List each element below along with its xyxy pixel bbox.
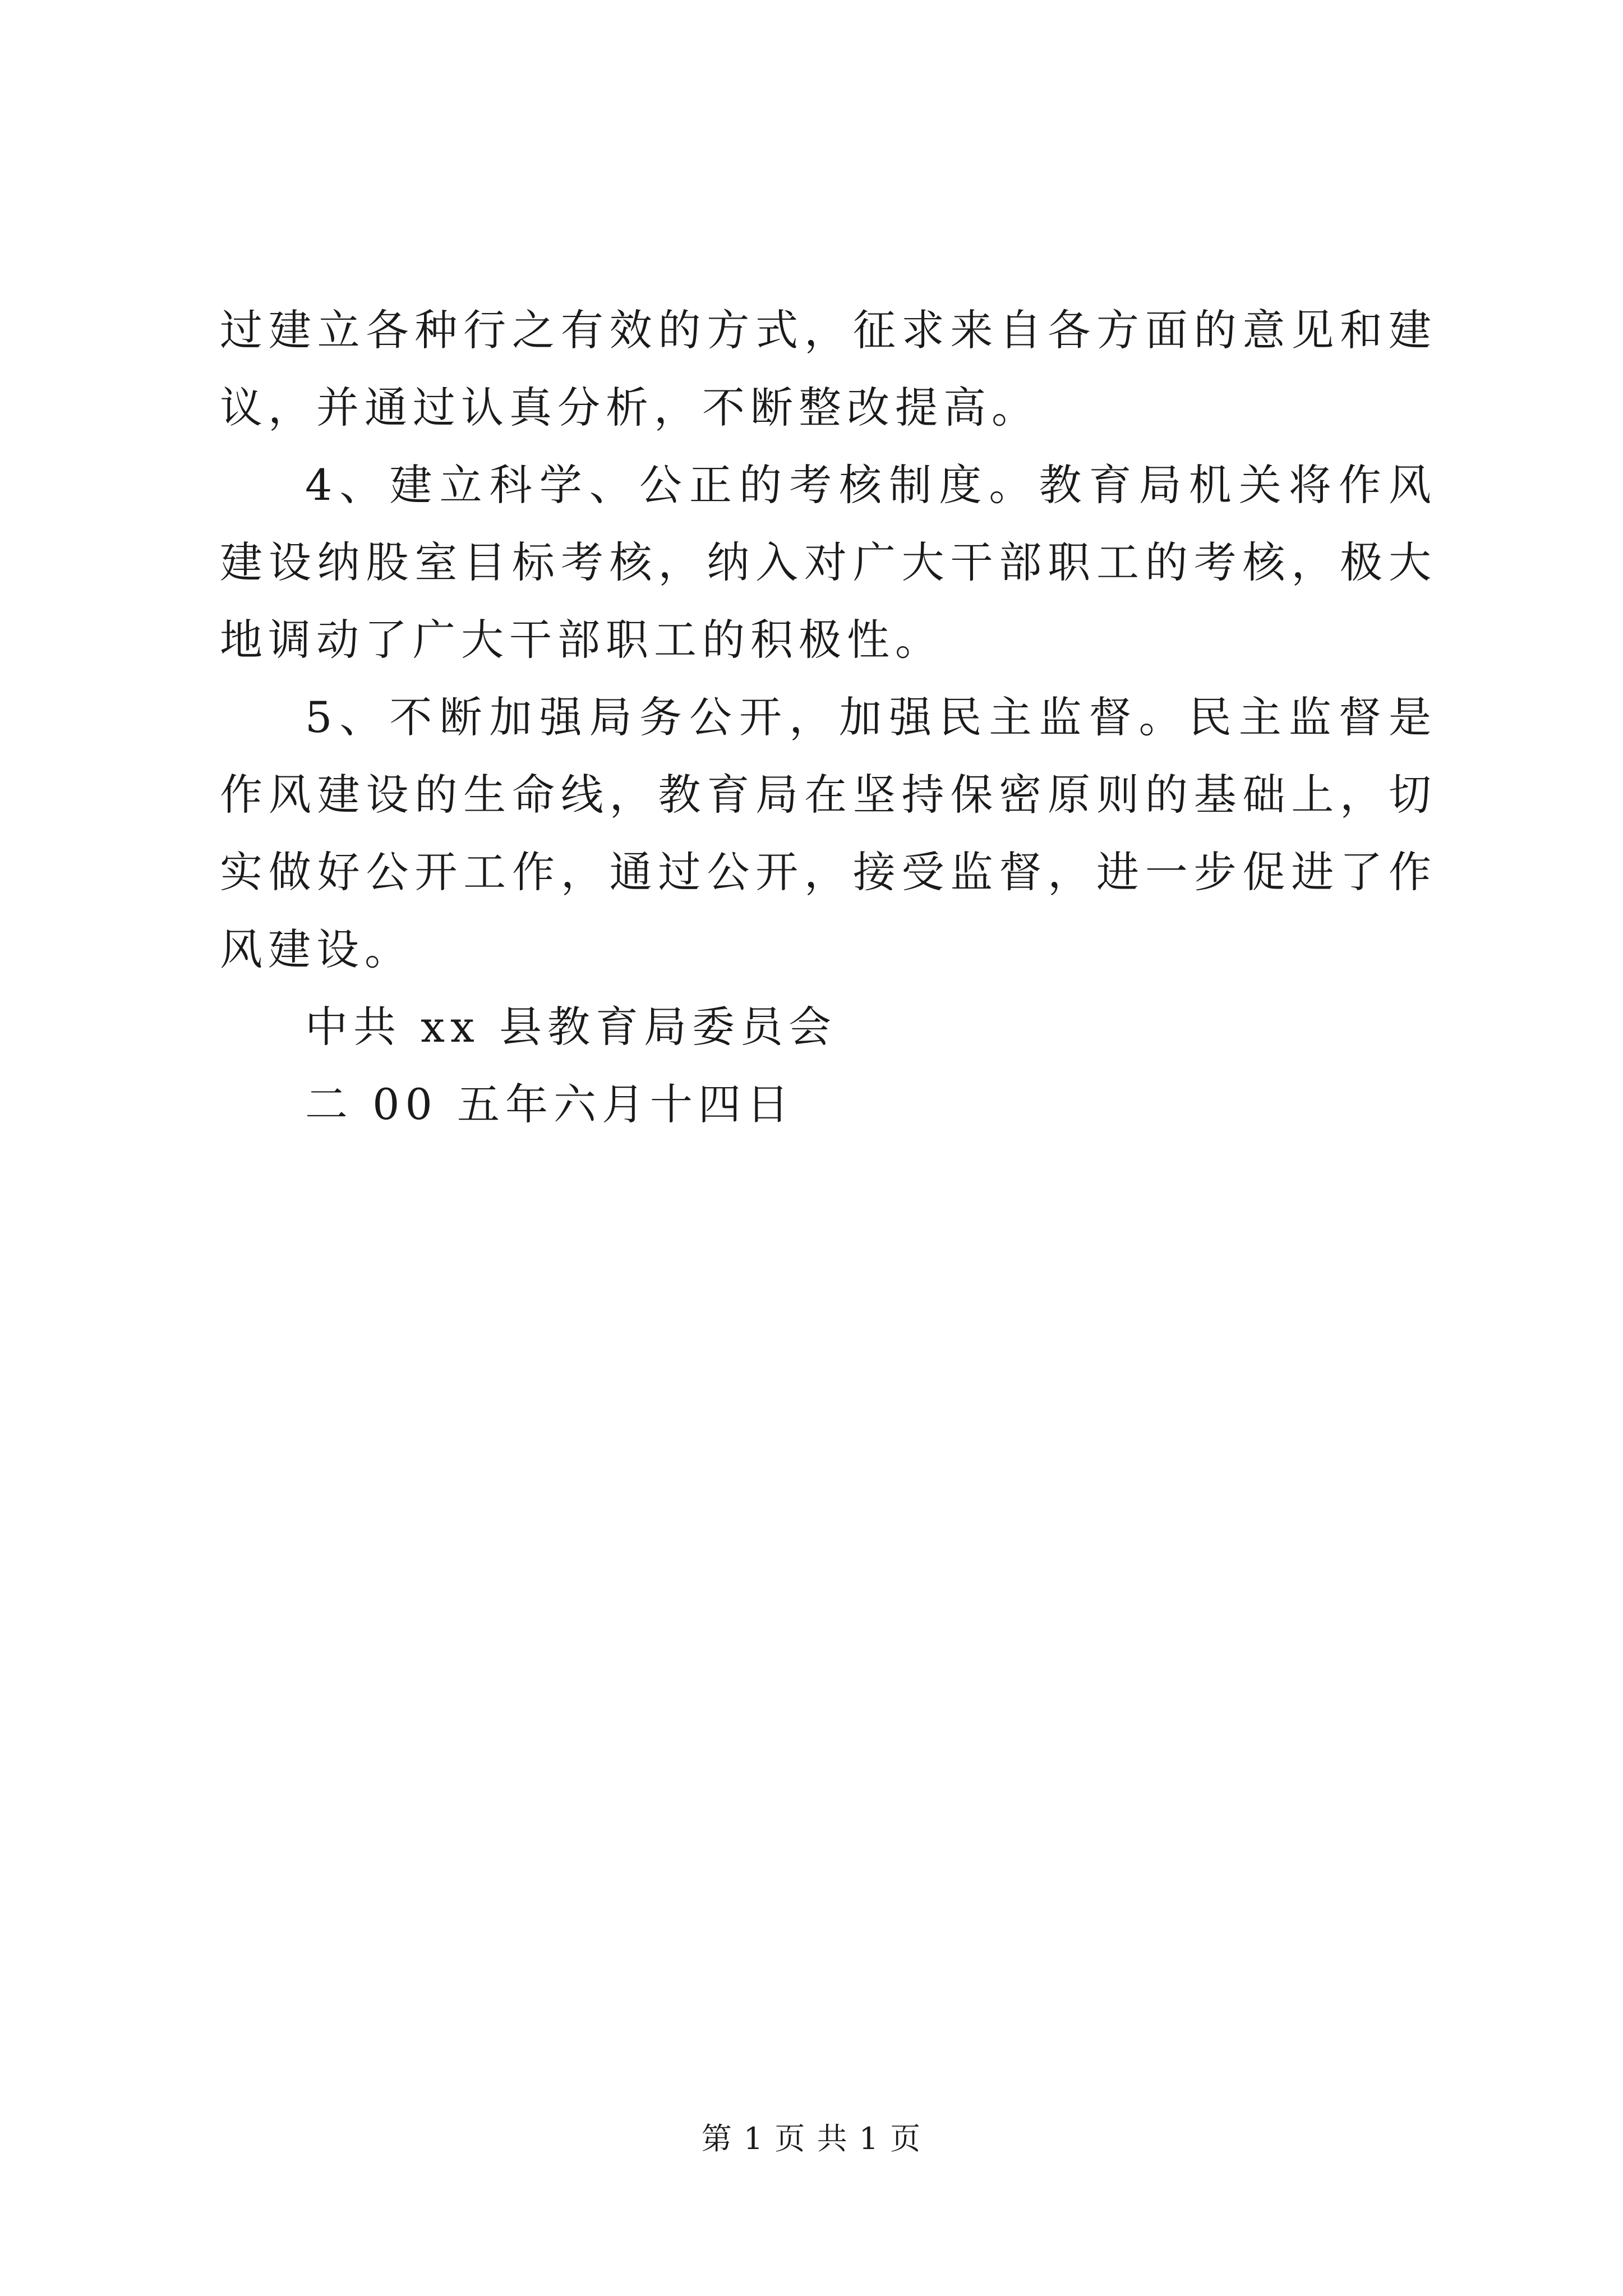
paragraph-continuation: 过建立各种行之有效的方式，征求来自各方面的意见和建议，并通过认真分析，不断整改提高。 <box>220 305 1437 432</box>
page-footer: 第 1 页 共 1 页 <box>701 2121 922 2156</box>
signature-organization: 中共 xx 县教育局委员会 <box>305 1002 837 1052</box>
paragraph-item-4: 4、建立科学、公正的考核制度。教育局机关将作风建设纳股室目标考核，纳入对广大干部职工的考核，极大地调动了广大干部职工的积极性。 <box>220 460 1437 665</box>
document-body <box>220 292 1437 1143</box>
signature-date: 二 00 五年六月十四日 <box>305 1079 795 1129</box>
paragraph-item-5: 5、不断加强局务公开，加强民主监督。民主监督是作风建设的生命线，教育局在坚持保密原则的基础上，切实做好公开工作，通过公开，接受监督，进一步促进了作风建设。 <box>220 692 1437 974</box>
